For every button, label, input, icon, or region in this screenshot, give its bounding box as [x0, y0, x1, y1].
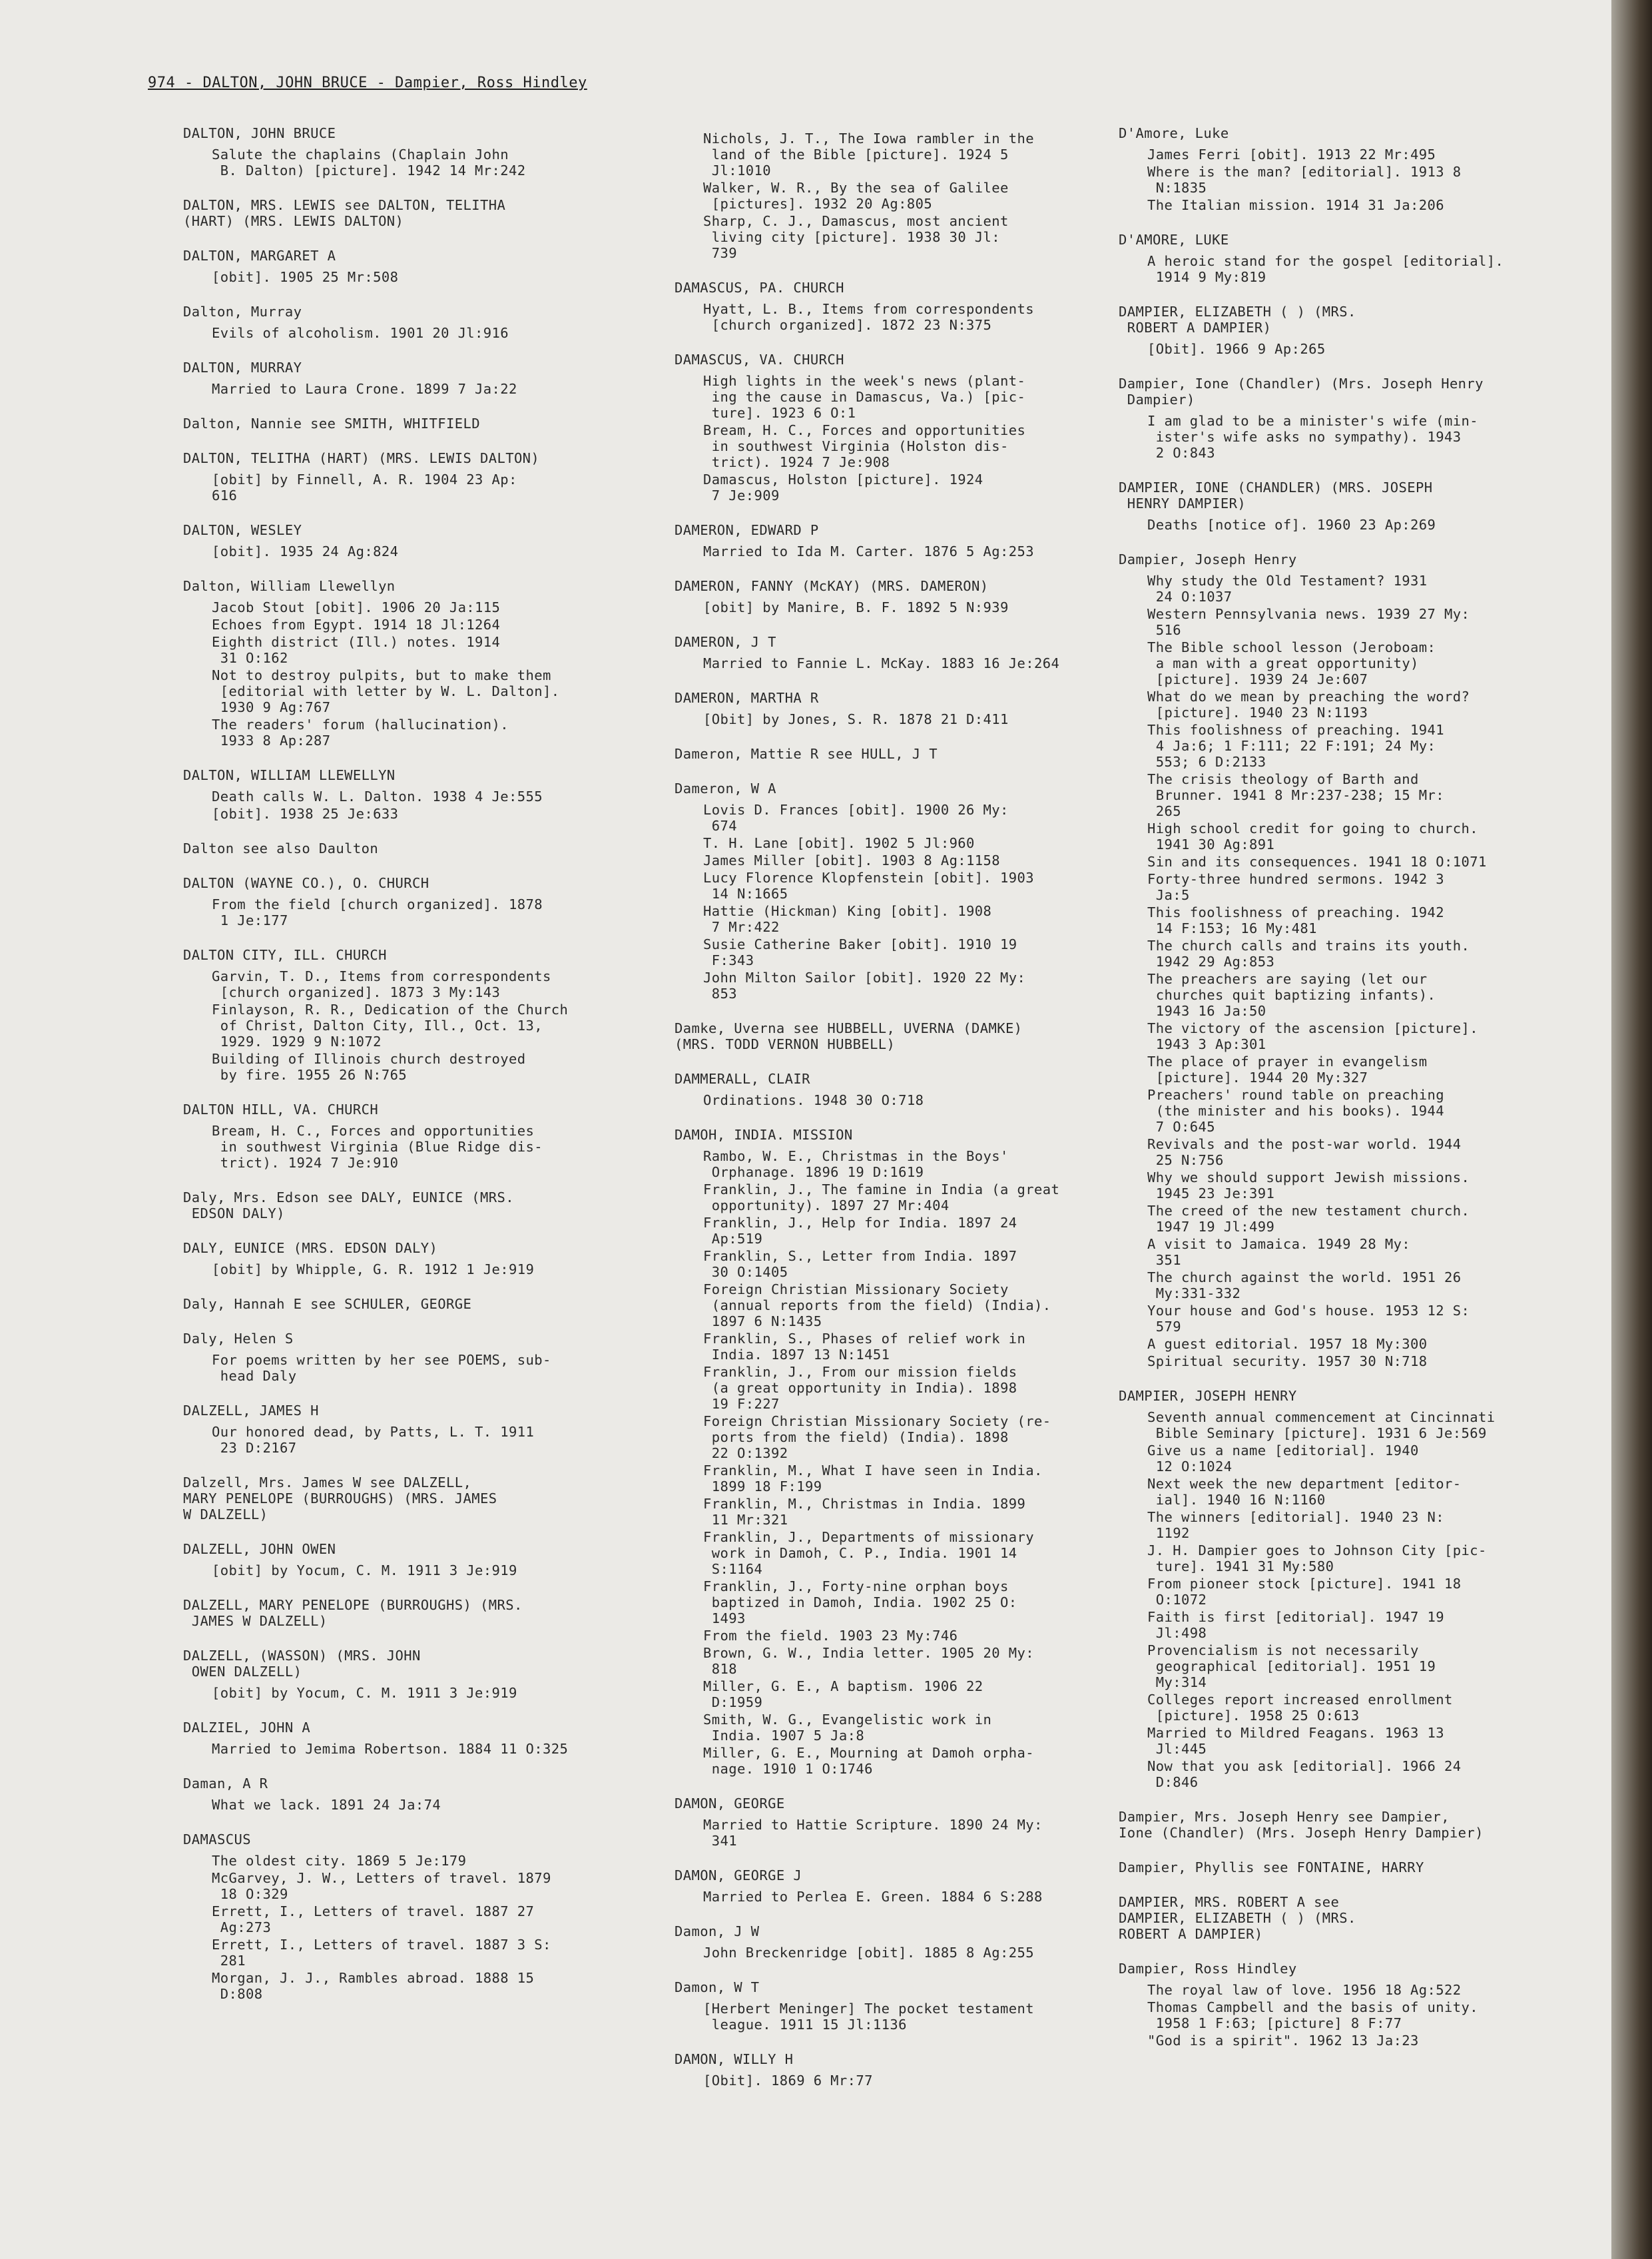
citation: Finlayson, R. R., Dedication of the Church of Christ, Dalton City, Ill., Oct. 13, 1929. 1929 9 N:1072 [212, 1002, 569, 1050]
citation: From the field. 1903 23 My:746 [703, 1628, 958, 1644]
citation: Salute the chaplains (Chaplain John B. Dalton) [picture]. 1942 14 Mr:242 [212, 147, 526, 178]
citation: Franklin, M., Christmas in India. 1899 11 Mr:321 [703, 1496, 1026, 1528]
citation: Married to Perlea E. Green. 1884 6 S:288 [703, 1889, 1043, 1905]
index-entry [183, 1648, 663, 1701]
citation-list [183, 472, 663, 503]
citation-list [675, 802, 1107, 1002]
citation: From the field [church organized]. 1878 1 Je:177 [212, 896, 543, 928]
citation: I am glad to be a minister's wife (min- ister's wife asks no sympathy). 1943 2 O:843 [1147, 413, 1478, 461]
index-entry [183, 1189, 663, 1221]
entry-heading: Dalton, Murray [183, 304, 302, 320]
citation: Morgan, J. J., Rambles abroad. 1888 15 D:808 [212, 1970, 535, 2002]
citation-list [675, 1889, 1107, 1905]
index-entry [675, 352, 1107, 503]
citation: Echoes from Egypt. 1914 18 Jl:1264 [212, 617, 501, 633]
entry-heading: DAMASCUS, VA. CHURCH [675, 352, 844, 368]
citation: Our honored dead, by Patts, L. T. 1911 23 D:2167 [212, 1424, 535, 1456]
citation: What do we mean by preaching the word? [picture]. 1940 23 N:1193 [1147, 689, 1470, 721]
citation: Sharp, C. J., Damascus, most ancient living city [picture]. 1938 30 Jl: 739 [703, 213, 1009, 261]
citation-list [183, 1562, 663, 1578]
index-entry [183, 840, 663, 856]
entry-heading: DAMERON, EDWARD P [675, 522, 819, 538]
citation: [obit]. 1935 24 Ag:824 [212, 543, 399, 559]
entry-heading: DALTON HILL, VA. CHURCH [183, 1102, 379, 1118]
citation-list [183, 1123, 663, 1171]
citation: T. H. Lane [obit]. 1902 5 Jl:960 [703, 835, 975, 851]
citation-list [675, 1148, 1107, 1777]
citation: [Herbert Meninger] The pocket testament league. 1911 15 Jl:1136 [703, 2001, 1034, 2033]
column-left [183, 125, 663, 2021]
citation-list [183, 381, 663, 397]
citation: A guest editorial. 1957 18 My:300 [1147, 1336, 1428, 1352]
citation: Susie Catherine Baker [obit]. 1910 19 F:343 [703, 936, 1017, 968]
citation: What we lack. 1891 24 Ja:74 [212, 1797, 441, 1813]
entry-heading: DALTON, WILLIAM LLEWELLYN [183, 767, 396, 783]
citation-list [675, 599, 1107, 615]
entry-heading: DALY, EUNICE (MRS. EDSON DALY) [183, 1240, 438, 1256]
citation: Building of Illinois church destroyed by fire. 1955 26 N:765 [212, 1051, 526, 1083]
entry-heading: DALTON, MRS. LEWIS see DALTON, TELITHA (HART) (MRS. LEWIS DALTON) [183, 197, 506, 229]
citation: Franklin, J., Forty-nine orphan boys baptized in Damoh, India. 1902 25 O: 1493 [703, 1578, 1017, 1626]
citation: [obit]. 1938 25 Je:633 [212, 806, 399, 822]
citation: A heroic stand for the gospel [editorial]. 1914 9 My:819 [1147, 253, 1504, 285]
index-entry [183, 578, 663, 749]
index-entry [183, 1296, 663, 1312]
index-entry [183, 947, 663, 1083]
entry-heading: DAMON, GEORGE [675, 1795, 785, 1811]
citation: For poems written by her see POEMS, sub- head Daly [212, 1352, 551, 1384]
citation-list [675, 131, 1107, 261]
entry-heading: DAMON, GEORGE J [675, 1867, 802, 1883]
index-entry [183, 1597, 663, 1629]
entry-heading: Dalton, William Llewellyn [183, 578, 396, 594]
citation: High lights in the week's news (plant- ing the cause in Damascus, Va.) [pic- ture]. 1923 6 O:1 [703, 373, 1026, 421]
citation: Married to Mildred Feagans. 1963 13 Jl:445 [1147, 1725, 1445, 1757]
entry-heading: DALTON, MARGARET A [183, 248, 336, 264]
index-entry [675, 1020, 1107, 1052]
citation-list [675, 543, 1107, 559]
entry-heading: DALTON, MURRAY [183, 360, 302, 376]
entry-heading: DAMON, WILLY H [675, 2051, 794, 2067]
index-entry [1119, 304, 1551, 357]
entry-heading: Daly, Helen S [183, 1331, 294, 1347]
page-edge-shadow [1611, 0, 1652, 2259]
citation: Deaths [notice of]. 1960 23 Ap:269 [1147, 517, 1436, 533]
index-entry [183, 522, 663, 559]
index-entry [183, 1775, 663, 1813]
citation-list [675, 1092, 1107, 1108]
citation-list [675, 373, 1107, 503]
citation: Walker, W. R., By the sea of Galilee [pictures]. 1932 20 Ag:805 [703, 180, 1009, 212]
citation: Franklin, J., The famine in India (a great opportunity). 1897 27 Mr:404 [703, 1181, 1060, 1213]
citation: Franklin, J., From our mission fields (a great opportunity in India). 1898 19 F:227 [703, 1364, 1017, 1412]
entry-heading: DALTON CITY, ILL. CHURCH [183, 947, 387, 963]
entry-heading: DAMPIER, IONE (CHANDLER) (MRS. JOSEPH HENRY DAMPIER) [1119, 480, 1433, 511]
citation: Spiritual security. 1957 30 N:718 [1147, 1353, 1428, 1369]
index-entry [675, 634, 1107, 671]
citation: Franklin, J., Help for India. 1897 24 Ap:519 [703, 1215, 1017, 1247]
entry-heading: DAMPIER, JOSEPH HENRY [1119, 1388, 1297, 1404]
citation-list [183, 325, 663, 341]
entry-heading: DALZELL, JOHN OWEN [183, 1541, 336, 1557]
entry-heading: Dalton see also Daulton [183, 840, 379, 856]
citation: Seventh annual commencement at Cincinnati Bible Seminary [picture]. 1931 6 Je:569 [1147, 1409, 1496, 1441]
citation: John Breckenridge [obit]. 1885 8 Ag:255 [703, 1945, 1034, 1961]
citation: This foolishness of preaching. 1942 14 F:153; 16 My:481 [1147, 904, 1445, 936]
index-entry [183, 1403, 663, 1456]
citation: A visit to Jamaica. 1949 28 My: 351 [1147, 1236, 1411, 1268]
citation: The readers' forum (hallucination). 1933 8 Ap:287 [212, 717, 509, 749]
citation: Hyatt, L. B., Items from correspondents [church organized]. 1872 23 N:375 [703, 301, 1034, 333]
entry-heading: Dameron, W A [675, 781, 776, 797]
index-entry [183, 1831, 663, 2002]
citation: Western Pennsylvania news. 1939 27 My: 516 [1147, 606, 1470, 638]
index-entry [675, 1795, 1107, 1849]
citation: The place of prayer in evangelism [picture]. 1944 20 My:327 [1147, 1054, 1428, 1086]
entry-heading: Dampier, Ross Hindley [1119, 1961, 1297, 1977]
entry-heading: Dalton, Nannie see SMITH, WHITFIELD [183, 416, 480, 432]
entry-heading: DAMASCUS [183, 1831, 251, 1847]
index-entry [675, 781, 1107, 1002]
citation: From pioneer stock [picture]. 1941 18 O:1072 [1147, 1576, 1462, 1608]
entry-heading: Daly, Mrs. Edson see DALY, EUNICE (MRS. EDSON DALY) [183, 1189, 514, 1221]
index-entry [1119, 232, 1551, 285]
citation: Smith, W. G., Evangelistic work in India. 1907 5 Ja:8 [703, 1712, 992, 1744]
citation: Foreign Christian Missionary Society (re- ports from the field) (India). 1898 22 O:1392 [703, 1413, 1051, 1461]
citation-list [1119, 1409, 1551, 1790]
entry-heading: DAMERON, FANNY (McKAY) (MRS. DAMERON) [675, 578, 989, 594]
citation: Not to destroy pulpits, but to make them [editorial with letter by W. L. Dalton]. 1930 9 Ag:767 [212, 667, 560, 715]
citation: James Miller [obit]. 1903 8 Ag:1158 [703, 852, 1001, 868]
citation: Franklin, M., What I have seen in India. 1899 18 F:199 [703, 1462, 1043, 1494]
index-entry [675, 746, 1107, 762]
citation: [obit] by Whipple, G. R. 1912 1 Je:919 [212, 1261, 535, 1277]
citation: Brown, G. W., India letter. 1905 20 My: 818 [703, 1645, 1034, 1677]
citation-list [1119, 517, 1551, 533]
index-entry [1119, 480, 1551, 533]
index-entry [675, 690, 1107, 727]
entry-heading: DALTON, TELITHA (HART) (MRS. LEWIS DALTON) [183, 450, 540, 466]
entry-heading: DALZELL, JAMES H [183, 1403, 319, 1419]
index-entry [183, 304, 663, 341]
index-entry [1119, 376, 1551, 461]
citation: [Obit]. 1869 6 Mr:77 [703, 2073, 873, 2089]
citation: Hattie (Hickman) King [obit]. 1908 7 Mr:422 [703, 903, 992, 935]
citation: Franklin, S., Phases of relief work in India. 1897 13 N:1451 [703, 1331, 1026, 1363]
citation: Now that you ask [editorial]. 1966 24 D:846 [1147, 1758, 1462, 1790]
citation-list [1119, 573, 1551, 1369]
citation-list [1119, 341, 1551, 357]
entry-heading: Dampier, Mrs. Joseph Henry see Dampier, Ione (Chandler) (Mrs. Joseph Henry Dampier) [1119, 1809, 1484, 1841]
entry-heading: DAMASCUS, PA. CHURCH [675, 280, 844, 296]
citation-list [675, 711, 1107, 727]
index-entry [1119, 1859, 1551, 1875]
citation-list [183, 599, 663, 749]
citation: Why study the Old Testament? 1931 24 O:1037 [1147, 573, 1428, 605]
entry-heading: DAMPIER, MRS. ROBERT A see DAMPIER, ELIZABETH ( ) (MRS. ROBERT A DAMPIER) [1119, 1894, 1356, 1942]
entry-heading: DAMPIER, ELIZABETH ( ) (MRS. ROBERT A DAMPIER) [1119, 304, 1356, 336]
entry-heading: DALTON (WAYNE CO.), O. CHURCH [183, 875, 429, 891]
citation-list [183, 543, 663, 559]
citation-list [675, 655, 1107, 671]
citation: Married to Jemima Robertson. 1884 11 O:325 [212, 1741, 569, 1757]
citation: Nichols, J. T., The Iowa rambler in the land of the Bible [picture]. 1924 5 Jl:1010 [703, 131, 1034, 178]
entry-heading: Dameron, Mattie R see HULL, J T [675, 746, 938, 762]
column-right [1119, 125, 1551, 2067]
entry-heading: Dalzell, Mrs. James W see DALZELL, MARY PENELOPE (BURROUGHS) (MRS. JAMES W DALZELL) [183, 1474, 497, 1522]
citation: "God is a spirit". 1962 13 Ja:23 [1147, 2033, 1419, 2049]
citation: The royal law of love. 1956 18 Ag:522 [1147, 1982, 1462, 1998]
citation: Ordinations. 1948 30 O:718 [703, 1092, 924, 1108]
index-entry [675, 2051, 1107, 2089]
citation-list [183, 1685, 663, 1701]
citation-list [183, 1261, 663, 1277]
index-entry [675, 522, 1107, 559]
index-entry [183, 450, 663, 503]
citation: J. H. Dampier goes to Johnson City [pic- ture]. 1941 31 My:580 [1147, 1542, 1487, 1574]
entry-heading: D'Amore, Luke [1119, 125, 1229, 141]
column-middle [675, 125, 1107, 2107]
citation: Where is the man? [editorial]. 1913 8 N:1835 [1147, 164, 1462, 196]
citation: Married to Fannie L. McKay. 1883 16 Je:264 [703, 655, 1060, 671]
citation: Married to Hattie Scripture. 1890 24 My: 341 [703, 1817, 1043, 1849]
citation: Lovis D. Frances [obit]. 1900 26 My: 674 [703, 802, 1009, 834]
citation: Revivals and the post-war world. 1944 25 N:756 [1147, 1136, 1462, 1168]
index-entry [183, 1331, 663, 1384]
index-entry [1119, 1809, 1551, 1841]
citation: Sin and its consequences. 1941 18 O:1071 [1147, 854, 1487, 870]
citation: Preachers' round table on preaching (the minister and his books). 1944 7 O:645 [1147, 1087, 1445, 1135]
citation: The creed of the new testament church. 1947 19 Jl:499 [1147, 1203, 1470, 1235]
citation: The Bible school lesson (Jeroboam: a man with a great opportunity) [picture]. 1939 24 Je:607 [1147, 639, 1436, 687]
citation-list [183, 269, 663, 285]
entry-heading: DAMERON, J T [675, 634, 776, 650]
index-entry [183, 1240, 663, 1277]
citation: High school credit for going to church. 1941 30 Ag:891 [1147, 820, 1478, 852]
citation: John Milton Sailor [obit]. 1920 22 My: 853 [703, 970, 1026, 1002]
citation: Franklin, J., Departments of missionary work in Damoh, C. P., India. 1901 14 S:1164 [703, 1529, 1034, 1577]
citation: Married to Laura Crone. 1899 7 Ja:22 [212, 381, 517, 397]
citation: The church calls and trains its youth. 1942 29 Ag:853 [1147, 938, 1470, 970]
entry-heading: Dampier, Joseph Henry [1119, 551, 1297, 567]
citation: Rambo, W. E., Christmas in the Boys' Orphanage. 1896 19 D:1619 [703, 1148, 1009, 1180]
citation: James Ferri [obit]. 1913 22 Mr:495 [1147, 147, 1436, 162]
citation-list [675, 2073, 1107, 2089]
citation-list [183, 896, 663, 928]
citation: Faith is first [editorial]. 1947 19 Jl:498 [1147, 1609, 1445, 1641]
entry-heading: Daly, Hannah E see SCHULER, GEORGE [183, 1296, 472, 1312]
index-entry [183, 1474, 663, 1522]
citation: The Italian mission. 1914 31 Ja:206 [1147, 197, 1445, 213]
entry-heading: Dampier, Ione (Chandler) (Mrs. Joseph Henry Dampier) [1119, 376, 1484, 408]
citation: McGarvey, J. W., Letters of travel. 1879 18 O:329 [212, 1870, 551, 1902]
citation: Next week the new department [editor- ial]. 1940 16 N:1160 [1147, 1476, 1462, 1508]
citation: The crisis theology of Barth and Brunner. 1941 8 Mr:237-238; 15 Mr: 265 [1147, 771, 1445, 819]
index-entry [183, 360, 663, 397]
citation: [obit]. 1905 25 Mr:508 [212, 269, 399, 285]
citation: Franklin, S., Letter from India. 1897 30 O:1405 [703, 1248, 1017, 1280]
citation: Your house and God's house. 1953 12 S: 579 [1147, 1303, 1470, 1335]
citation: Why we should support Jewish missions. 1945 23 Je:391 [1147, 1169, 1470, 1201]
citation-list [675, 1945, 1107, 1961]
citation: Foreign Christian Missionary Society (annual reports from the field) (India). 1897 6 N:1435 [703, 1281, 1051, 1329]
index-entry [675, 280, 1107, 333]
citation: Provencialism is not necessarily geographical [editorial]. 1951 19 My:314 [1147, 1642, 1436, 1690]
citation-list [1119, 1982, 1551, 2049]
entry-heading: DAMOH, INDIA. MISSION [675, 1127, 853, 1143]
entry-heading: D'AMORE, LUKE [1119, 232, 1229, 248]
index-entry [675, 578, 1107, 615]
citation: Miller, G. E., Mourning at Damoh orpha- nage. 1910 1 O:1746 [703, 1745, 1034, 1777]
entry-heading: DALTON, WESLEY [183, 522, 302, 538]
index-entry [1119, 125, 1551, 213]
citation: Miller, G. E., A baptism. 1906 22 D:1959 [703, 1678, 983, 1710]
entry-heading: DALZELL, (WASSON) (MRS. JOHN OWEN DALZELL) [183, 1648, 421, 1680]
citation-list [183, 789, 663, 822]
entry-heading: Daman, A R [183, 1775, 268, 1791]
citation: [Obit] by Jones, S. R. 1878 21 D:411 [703, 711, 1009, 727]
citation-list [675, 301, 1107, 333]
index-entry [183, 1720, 663, 1757]
citation-list [675, 2001, 1107, 2033]
citation-list [183, 968, 663, 1083]
citation: Errett, I., Letters of travel. 1887 3 S: 281 [212, 1937, 551, 1969]
index-entry [183, 1102, 663, 1171]
citation: Death calls W. L. Dalton. 1938 4 Je:555 [212, 789, 543, 805]
citation: Give us a name [editorial]. 1940 12 O:1024 [1147, 1443, 1419, 1474]
index-entry [675, 1867, 1107, 1905]
citation-list [1119, 253, 1551, 285]
index-entry [675, 131, 1107, 261]
index-entry [183, 875, 663, 928]
citation: [obit] by Finnell, A. R. 1904 23 Ap: 616 [212, 472, 517, 503]
citation: Eighth district (Ill.) notes. 1914 31 O:162 [212, 634, 501, 666]
citation-list [183, 1797, 663, 1813]
entry-heading: DAMERON, MARTHA R [675, 690, 819, 706]
citation: This foolishness of preaching. 1941 4 Ja:6; 1 F:111; 22 F:191; 24 My: 553; 6 D:2133 [1147, 722, 1445, 770]
entry-heading: DAMMERALL, CLAIR [675, 1071, 810, 1087]
index-entry [675, 1127, 1107, 1777]
citation: Colleges report increased enrollment [picture]. 1958 25 O:613 [1147, 1692, 1453, 1724]
citation-list [1119, 413, 1551, 461]
citation: The preachers are saying (let our churches quit baptizing infants). 1943 16 Ja:50 [1147, 971, 1436, 1019]
index-entry [675, 1979, 1107, 2033]
index-entry [675, 1071, 1107, 1108]
citation-list [1119, 147, 1551, 213]
citation: The winners [editorial]. 1940 23 N: 1192 [1147, 1509, 1445, 1541]
index-entry [183, 1541, 663, 1578]
citation: Forty-three hundred sermons. 1942 3 Ja:5 [1147, 871, 1445, 903]
page-header: 974 - DALTON, JOHN BRUCE - Dampier, Ross Hindley [148, 75, 587, 91]
citation: Thomas Campbell and the basis of unity. 1958 1 F:63; [picture] 8 F:77 [1147, 1999, 1478, 2031]
index-entry [675, 1923, 1107, 1961]
index-entry [1119, 1388, 1551, 1790]
citation: The church against the world. 1951 26 My:331-332 [1147, 1269, 1462, 1301]
citation: [Obit]. 1966 9 Ap:265 [1147, 341, 1326, 357]
citation-list [183, 1352, 663, 1384]
citation: Bream, H. C., Forces and opportunities in southwest Virginia (Blue Ridge dis- trict). 1924 7 Je:910 [212, 1123, 543, 1171]
index-entry [183, 125, 663, 178]
index-entry [1119, 1894, 1551, 1942]
citation: Married to Ida M. Carter. 1876 5 Ag:253 [703, 543, 1034, 559]
citation-list [183, 1424, 663, 1456]
citation: [obit] by Yocum, C. M. 1911 3 Je:919 [212, 1562, 517, 1578]
citation: [obit] by Manire, B. F. 1892 5 N:939 [703, 599, 1009, 615]
citation: Errett, I., Letters of travel. 1887 27 Ag:273 [212, 1903, 535, 1935]
entry-heading: DALZELL, MARY PENELOPE (BURROUGHS) (MRS. JAMES W DALZELL) [183, 1597, 523, 1629]
citation-list [183, 147, 663, 178]
index-entry [183, 416, 663, 432]
citation: The oldest city. 1869 5 Je:179 [212, 1853, 467, 1869]
entry-heading: Damon, J W [675, 1923, 760, 1939]
entry-heading: Damke, Uverna see HUBBELL, UVERNA (DAMKE) (MRS. TODD VERNON HUBBELL) [675, 1020, 1023, 1052]
citation: Bream, H. C., Forces and opportunities in southwest Virginia (Holston dis- trict). 1924 7 Je:908 [703, 422, 1026, 470]
citation-list [183, 1741, 663, 1757]
entry-heading: DALTON, JOHN BRUCE [183, 125, 336, 141]
citation: [obit] by Yocum, C. M. 1911 3 Je:919 [212, 1685, 517, 1701]
index-entry [1119, 1961, 1551, 2049]
index-entry [183, 197, 663, 229]
entry-heading: Damon, W T [675, 1979, 760, 1995]
citation: Garvin, T. D., Items from correspondents [church organized]. 1873 3 My:143 [212, 968, 551, 1000]
entry-heading: Dampier, Phyllis see FONTAINE, HARRY [1119, 1859, 1424, 1875]
citation: Jacob Stout [obit]. 1906 20 Ja:115 [212, 599, 501, 615]
citation: The victory of the ascension [picture]. 1943 3 Ap:301 [1147, 1020, 1478, 1052]
entry-heading: DALZIEL, JOHN A [183, 1720, 311, 1736]
citation: Damascus, Holston [picture]. 1924 7 Je:909 [703, 472, 983, 503]
citation-list [183, 1853, 663, 2002]
index-entry [183, 248, 663, 285]
index-entry [1119, 551, 1551, 1369]
citation: Lucy Florence Klopfenstein [obit]. 1903 14 N:1665 [703, 870, 1034, 902]
index-entry [183, 767, 663, 822]
citation-list [675, 1817, 1107, 1849]
citation: Evils of alcoholism. 1901 20 Jl:916 [212, 325, 509, 341]
